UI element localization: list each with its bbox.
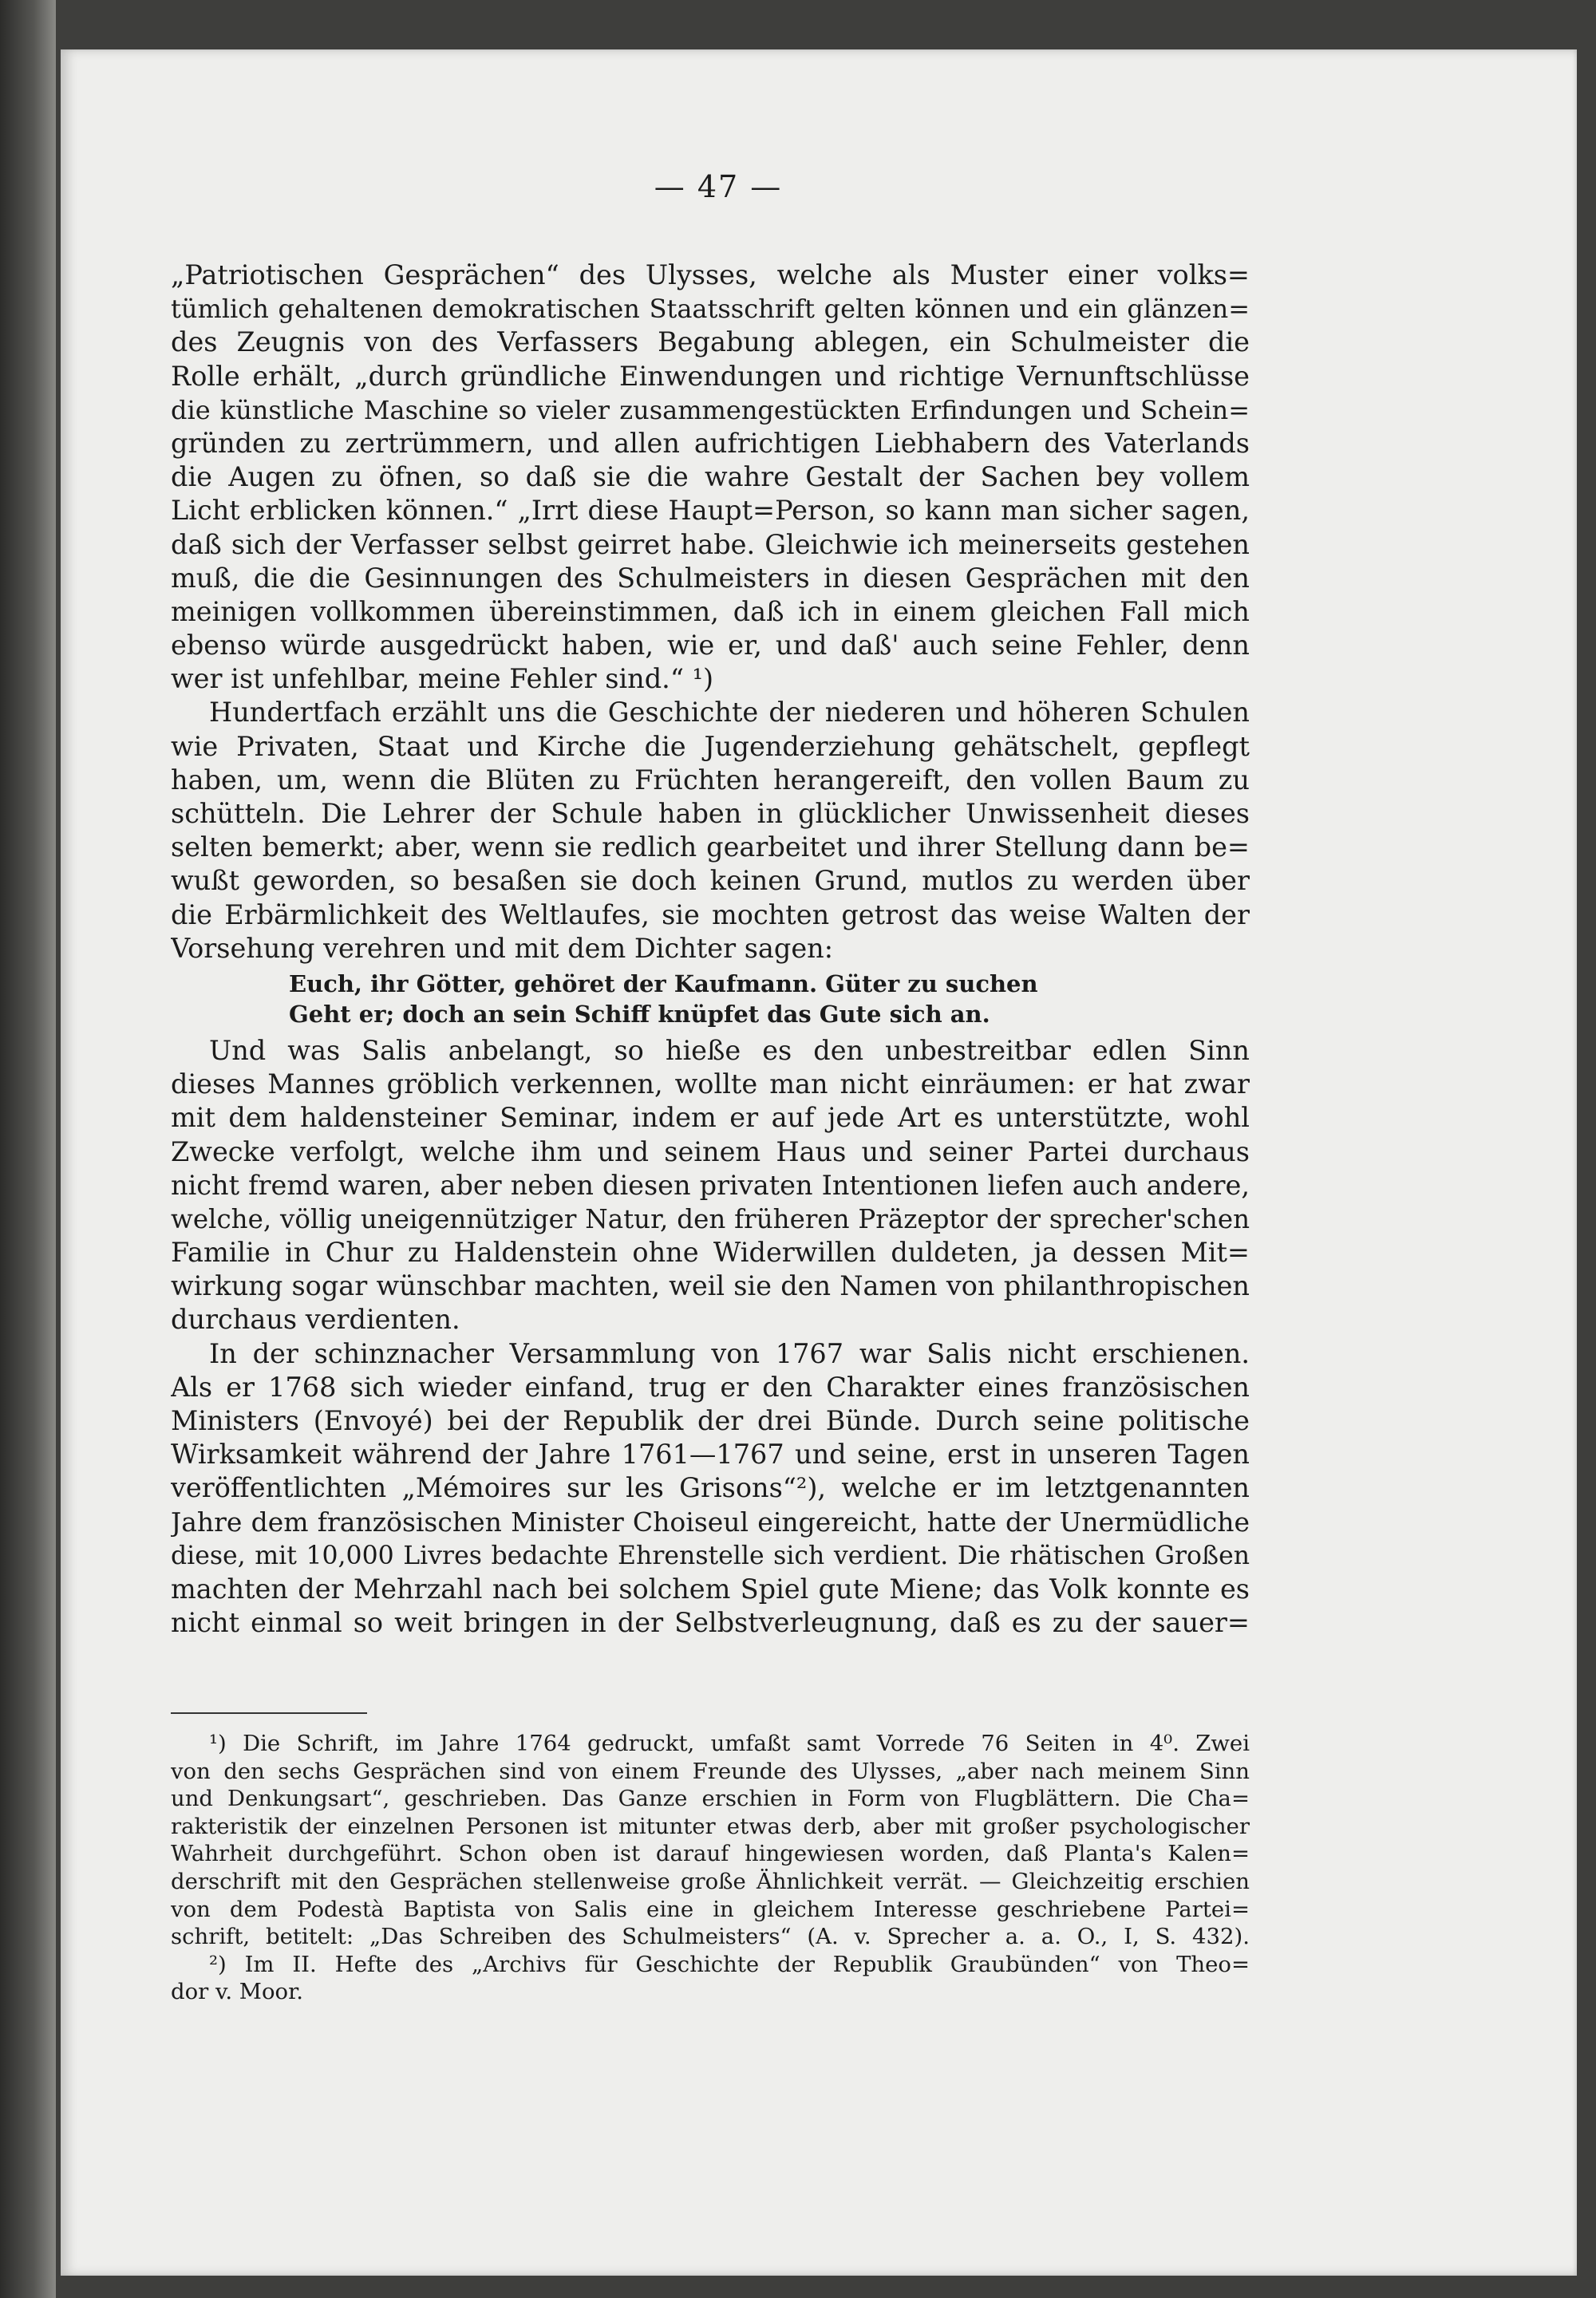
footnote-line: ²) Im II. Hefte des „Archivs für Geschichte der Republik Graubünden“ von Theo= — [209, 1951, 1250, 1977]
verse-quote-line: Euch, ihr Götter, gehöret der Kaufmann. Güter zu suchen — [289, 969, 1038, 997]
text-line: wirkung sogar wünschbar machten, weil sie den Namen von philanthropischen — [171, 1270, 1250, 1302]
text-line: dieses Mannes gröblich verkennen, wollte man nicht einräumen: er hat zwar — [171, 1068, 1250, 1100]
text-line: haben, um, wenn die Blüten zu Früchten herangereift, den vollen Baum zu — [171, 764, 1250, 796]
text-line: machten der Mehrzahl nach bei solchem Spiel gute Miene; das Volk konnte es — [171, 1573, 1250, 1605]
text-line: Und was Salis anbelangt, so hieße es den unbestreitbar edlen Sinn — [209, 1034, 1250, 1066]
text-line: Familie in Chur zu Haldenstein ohne Widerwillen duldeten, ja dessen Mit= — [171, 1237, 1250, 1269]
text-line: daß sich der Verfasser selbst geirret habe. Gleichwie ich meinerseits gestehen — [171, 528, 1250, 560]
text-line: Ministers (Envoyé) bei der Republik der drei Bünde. Durch seine politische — [171, 1405, 1250, 1436]
text-line: Jahre dem französischen Minister Choiseul eingereicht, hatte der Unermüdliche — [171, 1506, 1250, 1538]
main-text — [171, 259, 1250, 1640]
footnote-line: derschrift mit den Gesprächen stellenweise große Ähnlichkeit verrät. — Gleichzeitig erschien — [171, 1868, 1250, 1894]
text-line: Vorsehung verehren und mit dem Dichter sagen: — [171, 932, 834, 964]
footnotes — [171, 1730, 1250, 2006]
footnote-line: schrift, betitelt: „Das Schreiben des Schulmeisters“ (A. v. Sprecher a. a. O., I, S. 432). — [171, 1924, 1250, 1950]
text-line: diese, mit 10,000 Livres bedachte Ehrenstelle sich verdient. Die rhätischen Großen — [171, 1541, 1250, 1570]
footnote-line: von dem Podestà Baptista von Salis eine in gleichem Interesse geschriebene Partei= — [171, 1896, 1250, 1922]
text-line: „Patriotischen Gesprächen“ des Ulysses, welche als Muster einer volks= — [171, 259, 1250, 290]
text-line: schütteln. Die Lehrer der Schule haben in glücklicher Unwissenheit dieses — [171, 798, 1250, 829]
text-line: ebenso würde ausgedrückt haben, wie er, und daß' auch seine Fehler, denn — [171, 630, 1250, 661]
text-line: meinigen vollkommen übereinstimmen, daß ich in einem gleichen Fall mich — [171, 595, 1250, 627]
footnote-line: von den sechs Gesprächen sind von einem Freunde des Ulysses, „aber nach meinem Sinn — [171, 1758, 1250, 1784]
text-line: Zwecke verfolgt, welche ihm und seinem Haus und seiner Partei durchaus — [171, 1135, 1250, 1167]
text-line: In der schinznacher Versammlung von 1767 war Salis nicht erschienen. — [209, 1337, 1250, 1369]
page-number: — 47 — — [654, 169, 783, 204]
text-line: muß, die die Gesinnungen des Schulmeisters in diesen Gesprächen mit den — [171, 562, 1250, 594]
text-line: Hundertfach erzählt uns die Geschichte der niederen und höheren Schulen — [209, 697, 1250, 728]
text-line: Licht erblicken können.“ „Irrt diese Haupt=Person, so kann man sicher sagen, — [171, 495, 1250, 527]
footnote-line: ¹) Die Schrift, im Jahre 1764 gedruckt, umfaßt samt Vorrede 76 Seiten in 4⁰. Zwei — [209, 1731, 1250, 1756]
text-line: nicht einmal so weit bringen in der Selbstverleugnung, daß es zu der sauer= — [171, 1607, 1250, 1639]
footnote-line: rakteristik der einzelnen Personen ist mitunter etwas derb, aber mit großer psychologischer — [171, 1813, 1250, 1839]
text-line: die Erbärmlichkeit des Weltlaufes, sie mochten getrost das weise Walten der — [171, 898, 1250, 930]
text-line: die Augen zu öfnen, so daß sie die wahre Gestalt der Sachen bey vollem — [171, 461, 1250, 493]
text-line: selten bemerkt; aber, wenn sie redlich gearbeitet und ihrer Stellung dann be= — [171, 831, 1250, 863]
book-spine-edge — [0, 0, 56, 2298]
text-line: tümlich gehaltenen demokratischen Staatsschrift gelten können und ein glänzen= — [171, 294, 1250, 325]
verse-quote-line: Geht er; doch an sein Schiff knüpfet das Gute sich an. — [289, 1000, 990, 1028]
text-line: welche, völlig uneigennütziger Natur, den früheren Präzeptor der sprecher'schen — [171, 1203, 1250, 1234]
text-line: mit dem haldensteiner Seminar, indem er auf jede Art es unterstützte, wohl — [171, 1102, 1250, 1134]
text-line: durchaus verdienten. — [171, 1304, 460, 1336]
text-line: Wirksamkeit während der Jahre 1761—1767 und seine, erst in unseren Tagen — [171, 1439, 1250, 1471]
text-line: Rolle erhält, „durch gründliche Einwendungen und richtige Vernunftschlüsse — [171, 360, 1250, 392]
footnote-line: Wahrheit durchgeführt. Schon oben ist darauf hingewiesen worden, daß Planta's Kalen= — [171, 1841, 1250, 1867]
text-line: gründen zu zertrümmern, und allen aufrichtigen Liebhabern des Vaterlands — [171, 427, 1250, 459]
text-line: nicht fremd waren, aber neben diesen privaten Intentionen liefen auch andere, — [171, 1169, 1250, 1201]
footnote-line: und Denkungsart“, geschrieben. Das Ganze erschien in Form von Flugblättern. Die Cha= — [171, 1786, 1250, 1812]
text-line: des Zeugnis von des Verfassers Begabung ablegen, ein Schulmeister die — [171, 326, 1250, 358]
text-line: wie Privaten, Staat und Kirche die Jugenderziehung gehätschelt, gepflegt — [171, 730, 1250, 762]
text-line: wer ist unfehlbar, meine Fehler sind.“ ¹) — [171, 663, 714, 695]
footnote-separator — [171, 1712, 367, 1714]
text-line: veröffentlichten „Mémoires sur les Grisons“²), welche er im letztgenannten — [171, 1472, 1250, 1504]
text-line: Als er 1768 sich wieder einfand, trug er den Charakter eines französischen — [171, 1371, 1250, 1403]
text-line: die künstliche Maschine so vieler zusammengestückten Erfindungen und Schein= — [171, 394, 1250, 425]
footnote-line: dor v. Moor. — [171, 1979, 303, 2005]
text-line: wußt geworden, so besaßen sie doch keinen Grund, mutlos zu werden über — [171, 865, 1250, 897]
